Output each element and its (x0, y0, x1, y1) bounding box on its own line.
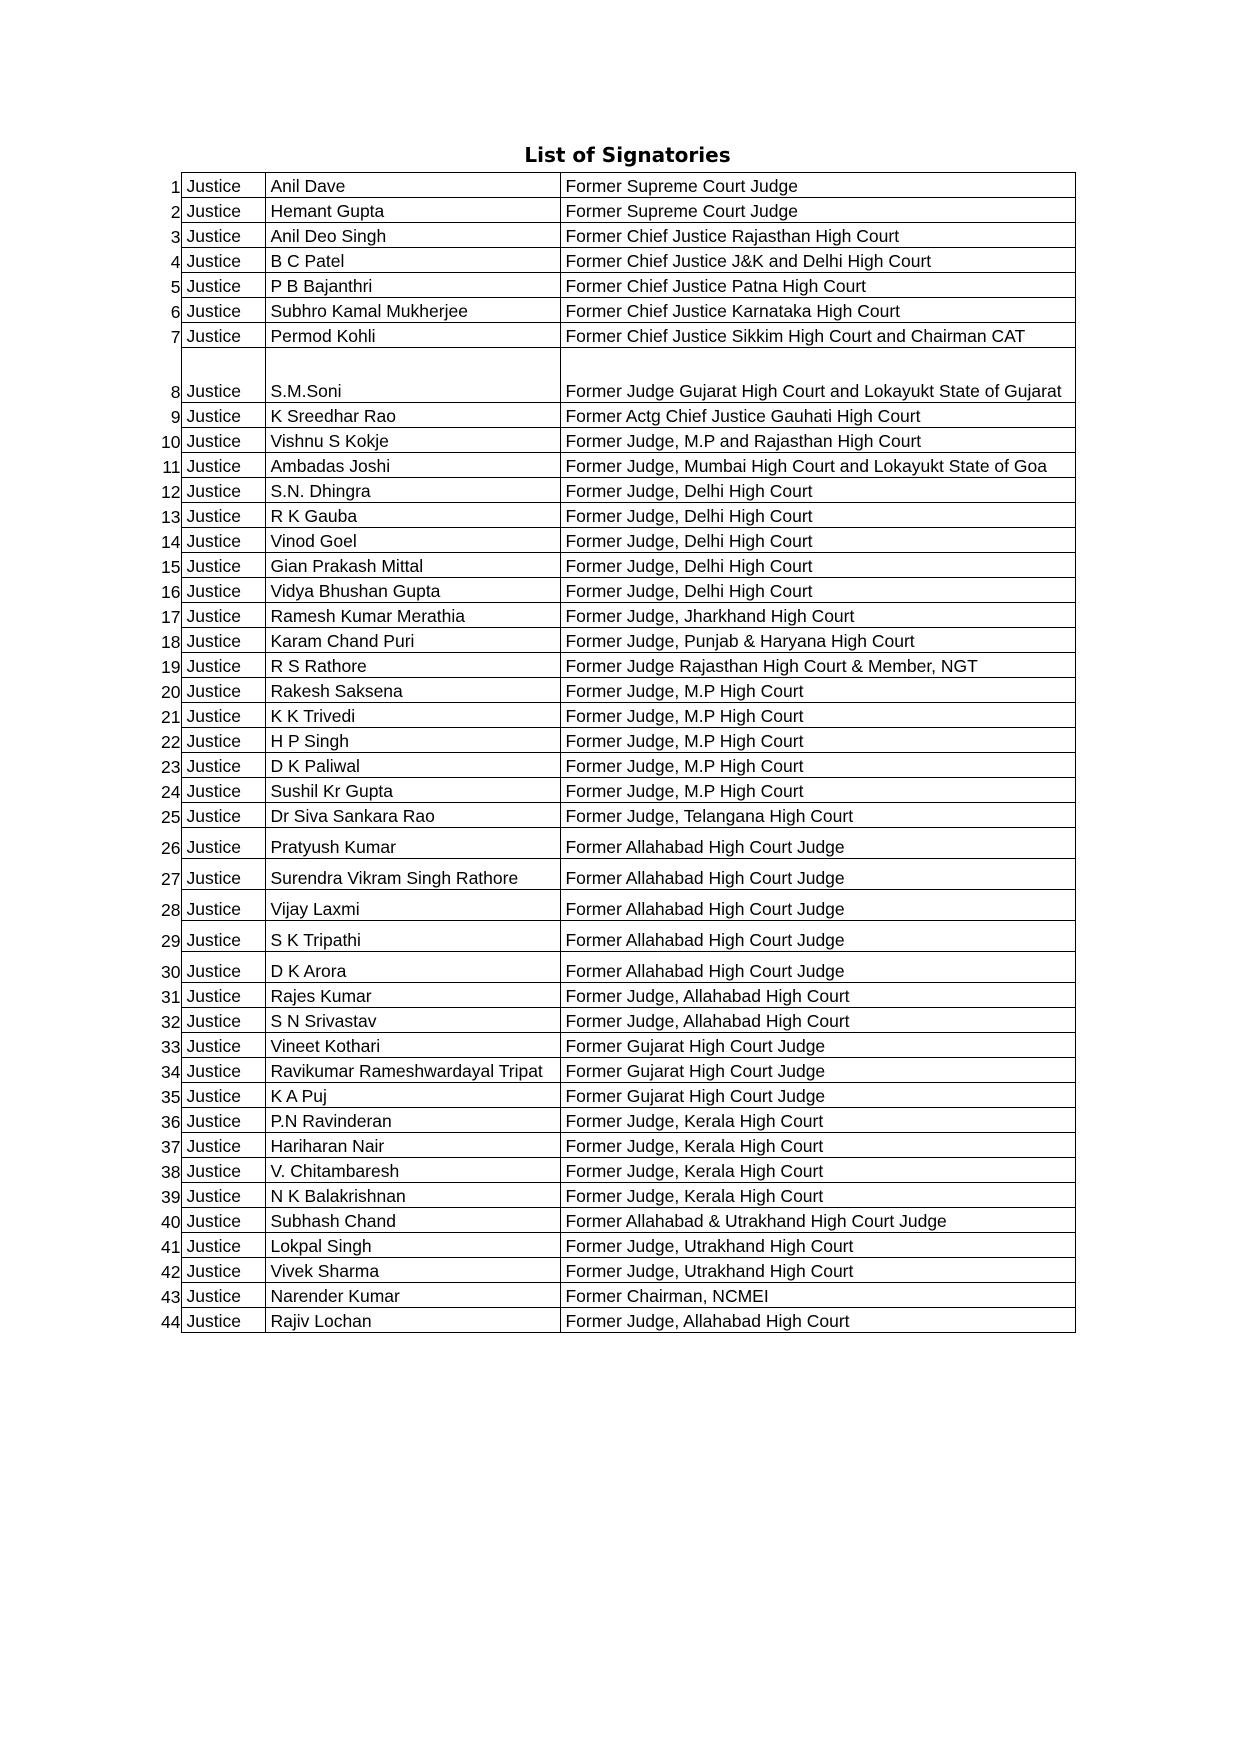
name-cell: Rajiv Lochan (266, 1308, 561, 1333)
honorific-cell: Justice (182, 1283, 266, 1308)
table-row (161, 323, 1076, 348)
table-row (161, 403, 1076, 428)
page-title: List of Signatories (524, 143, 731, 167)
designation-cell: Former Judge, M.P High Court (561, 728, 1076, 753)
designation-cell: Former Chief Justice Sikkim High Court and Chairman CAT (561, 323, 1076, 348)
row-number-cell: 44 (161, 1311, 181, 1332)
row-number-cell: 21 (161, 706, 181, 727)
row-number-cell: 14 (161, 531, 181, 552)
name-cell: Subhash Chand (266, 1208, 561, 1233)
row-number-cell: 24 (161, 781, 181, 802)
designation-cell: Former Judge, M.P High Court (561, 753, 1076, 778)
name-cell: K A Puj (266, 1083, 561, 1108)
row-number-cell: 41 (161, 1236, 181, 1257)
name-cell: Surendra Vikram Singh Rathore (266, 859, 561, 890)
table-row (161, 248, 1076, 273)
table-row (161, 983, 1076, 1008)
designation-cell: Former Gujarat High Court Judge (561, 1058, 1076, 1083)
designation-cell: Former Judge, M.P High Court (561, 703, 1076, 728)
honorific-cell: Justice (182, 248, 266, 273)
row-number-cell: 30 (161, 961, 181, 982)
honorific-cell: Justice (182, 528, 266, 553)
honorific-cell: Justice (182, 348, 266, 403)
table-row (161, 198, 1076, 223)
name-cell: R K Gauba (266, 503, 561, 528)
designation-cell: Former Judge, Delhi High Court (561, 478, 1076, 503)
honorific-cell: Justice (182, 1058, 266, 1083)
table-row (161, 1233, 1076, 1258)
designation-cell: Former Gujarat High Court Judge (561, 1083, 1076, 1108)
name-cell: Vinod Goel (266, 528, 561, 553)
name-cell: D K Paliwal (266, 753, 561, 778)
designation-cell: Former Judge, Kerala High Court (561, 1158, 1076, 1183)
designation-cell: Former Judge, Utrakhand High Court (561, 1233, 1076, 1258)
table-row (161, 1108, 1076, 1133)
table-row (161, 503, 1076, 528)
honorific-cell: Justice (182, 653, 266, 678)
signatories-table-body (161, 173, 1076, 1333)
name-cell: Rakesh Saksena (266, 678, 561, 703)
designation-cell: Former Judge, M.P High Court (561, 778, 1076, 803)
designation-cell: Former Judge, Delhi High Court (561, 503, 1076, 528)
designation-cell: Former Supreme Court Judge (561, 173, 1076, 198)
row-number-cell: 10 (161, 431, 181, 452)
row-number-cell: 28 (161, 899, 181, 920)
honorific-cell: Justice (182, 1258, 266, 1283)
honorific-cell: Justice (182, 198, 266, 223)
row-number-cell: 6 (170, 301, 181, 322)
row-number-cell: 35 (161, 1086, 181, 1107)
name-cell: K K Trivedi (266, 703, 561, 728)
table-row (161, 603, 1076, 628)
row-number-cell: 1 (170, 176, 181, 197)
honorific-cell: Justice (182, 1083, 266, 1108)
name-cell: Vishnu S Kokje (266, 428, 561, 453)
honorific-cell: Justice (182, 603, 266, 628)
name-cell: S.N. Dhingra (266, 478, 561, 503)
table-row (161, 859, 1076, 890)
row-number-cell: 27 (161, 868, 181, 889)
name-cell: P B Bajanthri (266, 273, 561, 298)
designation-cell: Former Judge, M.P and Rajasthan High Court (561, 428, 1076, 453)
honorific-cell: Justice (182, 859, 266, 890)
honorific-cell: Justice (182, 1233, 266, 1258)
honorific-cell: Justice (182, 921, 266, 952)
name-cell: Dr Siva Sankara Rao (266, 803, 561, 828)
name-cell: S.M.Soni (266, 348, 561, 403)
row-number-cell: 42 (161, 1261, 181, 1282)
honorific-cell: Justice (182, 703, 266, 728)
designation-cell: Former Allahabad High Court Judge (561, 952, 1076, 983)
table-row (161, 1183, 1076, 1208)
row-number-cell: 34 (161, 1061, 181, 1082)
honorific-cell: Justice (182, 1208, 266, 1233)
honorific-cell: Justice (182, 428, 266, 453)
name-cell: K Sreedhar Rao (266, 403, 561, 428)
designation-cell: Former Actg Chief Justice Gauhati High Court (561, 403, 1076, 428)
row-number-cell: 13 (161, 506, 181, 527)
honorific-cell: Justice (182, 478, 266, 503)
designation-cell: Former Chief Justice Karnataka High Court (561, 298, 1076, 323)
designation-cell: Former Allahabad High Court Judge (561, 859, 1076, 890)
row-number-cell: 29 (161, 930, 181, 951)
name-cell: Vidya Bhushan Gupta (266, 578, 561, 603)
honorific-cell: Justice (182, 1108, 266, 1133)
row-number-cell: 31 (161, 986, 181, 1007)
designation-cell: Former Judge Gujarat High Court and Lokayukt State of Gujarat (561, 348, 1076, 403)
designation-cell: Former Gujarat High Court Judge (561, 1033, 1076, 1058)
designation-cell: Former Allahabad & Utrakhand High Court Judge (561, 1208, 1076, 1233)
table-row (161, 553, 1076, 578)
name-cell: Permod Kohli (266, 323, 561, 348)
table-row (161, 223, 1076, 248)
table-row (161, 1258, 1076, 1283)
table-row (161, 778, 1076, 803)
honorific-cell: Justice (182, 1183, 266, 1208)
row-number-cell: 4 (170, 251, 181, 272)
table-row (161, 1033, 1076, 1058)
table-row (161, 678, 1076, 703)
name-cell: Lokpal Singh (266, 1233, 561, 1258)
designation-cell: Former Judge, M.P High Court (561, 678, 1076, 703)
row-number-cell: 33 (161, 1036, 181, 1057)
row-number-cell: 39 (161, 1186, 181, 1207)
table-row (161, 428, 1076, 453)
honorific-cell: Justice (182, 778, 266, 803)
row-number-cell: 17 (161, 606, 181, 627)
honorific-cell: Justice (182, 173, 266, 198)
designation-cell: Former Judge, Punjab & Haryana High Court (561, 628, 1076, 653)
name-cell: Ramesh Kumar Merathia (266, 603, 561, 628)
row-number-cell: 12 (161, 481, 181, 502)
designation-cell: Former Judge, Delhi High Court (561, 578, 1076, 603)
designation-cell: Former Judge, Jharkhand High Court (561, 603, 1076, 628)
row-number-cell: 26 (161, 837, 181, 858)
table-row (161, 952, 1076, 983)
honorific-cell: Justice (182, 678, 266, 703)
name-cell: Hariharan Nair (266, 1133, 561, 1158)
row-number-cell: 9 (170, 406, 181, 427)
honorific-cell: Justice (182, 298, 266, 323)
designation-cell: Former Supreme Court Judge (561, 198, 1076, 223)
designation-cell: Former Judge, Delhi High Court (561, 553, 1076, 578)
honorific-cell: Justice (182, 803, 266, 828)
honorific-cell: Justice (182, 453, 266, 478)
designation-cell: Former Chief Justice J&K and Delhi High Court (561, 248, 1076, 273)
designation-cell: Former Judge, Kerala High Court (561, 1133, 1076, 1158)
designation-cell: Former Judge, Delhi High Court (561, 528, 1076, 553)
row-number-cell: 7 (170, 326, 181, 347)
table-row (161, 298, 1076, 323)
name-cell: P.N Ravinderan (266, 1108, 561, 1133)
row-number-cell: 23 (161, 756, 181, 777)
table-row (161, 453, 1076, 478)
table-row (161, 1008, 1076, 1033)
honorific-cell: Justice (182, 1158, 266, 1183)
honorific-cell: Justice (182, 728, 266, 753)
honorific-cell: Justice (182, 1133, 266, 1158)
name-cell: Rajes Kumar (266, 983, 561, 1008)
name-cell: N K Balakrishnan (266, 1183, 561, 1208)
row-number-cell: 38 (161, 1161, 181, 1182)
honorific-cell: Justice (182, 1308, 266, 1333)
name-cell: Subhro Kamal Mukherjee (266, 298, 561, 323)
row-number-cell: 43 (161, 1286, 181, 1307)
row-number-cell: 16 (161, 581, 181, 602)
table-row (161, 828, 1076, 859)
table-row (161, 628, 1076, 653)
table-row (161, 1058, 1076, 1083)
honorific-cell: Justice (182, 1008, 266, 1033)
designation-cell: Former Judge, Allahabad High Court (561, 1008, 1076, 1033)
honorific-cell: Justice (182, 553, 266, 578)
table-row (161, 1158, 1076, 1183)
row-number-cell: 11 (162, 456, 181, 477)
name-cell: R S Rathore (266, 653, 561, 678)
designation-cell: Former Allahabad High Court Judge (561, 828, 1076, 859)
row-number-cell: 5 (170, 276, 181, 297)
name-cell: Vivek Sharma (266, 1258, 561, 1283)
honorific-cell: Justice (182, 983, 266, 1008)
designation-cell: Former Judge, Kerala High Court (561, 1108, 1076, 1133)
designation-cell: Former Judge, Mumbai High Court and Lokayukt State of Goa (561, 453, 1076, 478)
name-cell: V. Chitambaresh (266, 1158, 561, 1183)
table-row (161, 273, 1076, 298)
row-number-cell: 18 (161, 631, 181, 652)
honorific-cell: Justice (182, 273, 266, 298)
table-row (161, 890, 1076, 921)
row-number-cell: 32 (161, 1011, 181, 1032)
table-row (161, 703, 1076, 728)
honorific-cell: Justice (182, 403, 266, 428)
name-cell: Karam Chand Puri (266, 628, 561, 653)
row-number-cell: 15 (161, 556, 181, 577)
row-number-cell: 3 (170, 226, 181, 247)
row-number-cell: 36 (161, 1111, 181, 1132)
designation-cell: Former Chief Justice Rajasthan High Court (561, 223, 1076, 248)
row-number-cell: 22 (161, 731, 181, 752)
name-cell: H P Singh (266, 728, 561, 753)
name-cell: Gian Prakash Mittal (266, 553, 561, 578)
name-cell: Vineet Kothari (266, 1033, 561, 1058)
row-number-cell: 40 (161, 1211, 181, 1232)
table-row (161, 1083, 1076, 1108)
row-number-cell: 8 (170, 381, 181, 402)
designation-cell: Former Judge, Utrakhand High Court (561, 1258, 1076, 1283)
table-row (161, 1208, 1076, 1233)
honorific-cell: Justice (182, 223, 266, 248)
name-cell: Narender Kumar (266, 1283, 561, 1308)
row-number-cell: 19 (161, 656, 181, 677)
name-cell: Ambadas Joshi (266, 453, 561, 478)
name-cell: Hemant Gupta (266, 198, 561, 223)
table-row (161, 921, 1076, 952)
honorific-cell: Justice (182, 503, 266, 528)
name-cell: D K Arora (266, 952, 561, 983)
row-number-cell: 37 (161, 1136, 181, 1157)
honorific-cell: Justice (182, 890, 266, 921)
table-row (161, 1308, 1076, 1333)
designation-cell: Former Judge Rajasthan High Court & Member, NGT (561, 653, 1076, 678)
honorific-cell: Justice (182, 1033, 266, 1058)
row-number-cell: 20 (161, 681, 181, 702)
table-row (161, 728, 1076, 753)
designation-cell: Former Chairman, NCMEI (561, 1283, 1076, 1308)
honorific-cell: Justice (182, 828, 266, 859)
designation-cell: Former Chief Justice Patna High Court (561, 273, 1076, 298)
designation-cell: Former Judge, Telangana High Court (561, 803, 1076, 828)
name-cell: Anil Deo Singh (266, 223, 561, 248)
table-row (161, 348, 1076, 403)
table-row (161, 173, 1076, 198)
name-cell: Anil Dave (266, 173, 561, 198)
name-cell: Pratyush Kumar (266, 828, 561, 859)
designation-cell: Former Allahabad High Court Judge (561, 921, 1076, 952)
designation-cell: Former Judge, Kerala High Court (561, 1183, 1076, 1208)
name-cell: S K Tripathi (266, 921, 561, 952)
table-row (161, 528, 1076, 553)
table-row (161, 803, 1076, 828)
name-cell: B C Patel (266, 248, 561, 273)
table-row (161, 478, 1076, 503)
honorific-cell: Justice (182, 628, 266, 653)
name-cell: Vijay Laxmi (266, 890, 561, 921)
name-cell: S N Srivastav (266, 1008, 561, 1033)
row-number-cell: 25 (161, 806, 181, 827)
honorific-cell: Justice (182, 578, 266, 603)
honorific-cell: Justice (182, 753, 266, 778)
table-row (161, 578, 1076, 603)
honorific-cell: Justice (182, 323, 266, 348)
row-number-cell: 2 (170, 201, 181, 222)
signatories-table (161, 172, 1076, 1333)
designation-cell: Former Allahabad High Court Judge (561, 890, 1076, 921)
table-row (161, 1133, 1076, 1158)
table-row (161, 1283, 1076, 1308)
table-row (161, 753, 1076, 778)
honorific-cell: Justice (182, 952, 266, 983)
designation-cell: Former Judge, Allahabad High Court (561, 983, 1076, 1008)
name-cell: Sushil Kr Gupta (266, 778, 561, 803)
table-row (161, 653, 1076, 678)
designation-cell: Former Judge, Allahabad High Court (561, 1308, 1076, 1333)
name-cell: Ravikumar Rameshwardayal Tripat (266, 1058, 561, 1083)
